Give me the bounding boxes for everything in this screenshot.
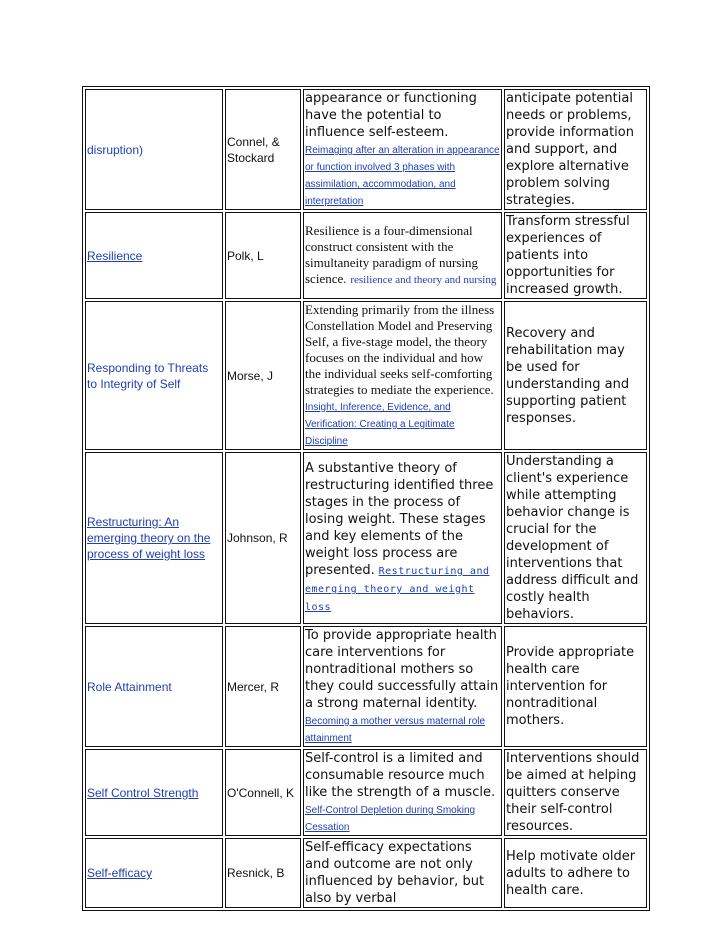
author-name: Johnson, R: [227, 531, 288, 545]
application-cell: [504, 838, 647, 908]
theory-name[interactable]: Self-efficacy: [87, 866, 153, 880]
description-cell: [303, 89, 502, 210]
theory-cell: [85, 301, 223, 450]
theory-name[interactable]: Self Control Strength: [87, 785, 199, 800]
theory-cell: [85, 749, 223, 836]
author-cell: [225, 838, 301, 908]
theory-cell: [85, 212, 223, 299]
author-name: Morse, J: [227, 368, 274, 383]
table-row: [85, 626, 647, 747]
application-cell: [504, 452, 647, 624]
reference-link[interactable]: Becoming a mother versus maternal role attainment: [305, 716, 486, 744]
description-cell: [303, 301, 502, 450]
theory-cell: [85, 452, 223, 624]
author-name: Polk, L: [227, 248, 264, 263]
author-cell: [225, 749, 301, 836]
theory-name[interactable]: Resilience: [87, 248, 143, 263]
description-cell: [303, 626, 502, 747]
reference-link[interactable]: resilience and theory and nursing: [350, 274, 497, 286]
author-cell: [225, 452, 301, 624]
author-cell: [225, 626, 301, 747]
table-row: [85, 301, 647, 450]
description-cell: [303, 838, 502, 908]
theory-description: Resilience is a four-dimensional construct consistent with the simultaneity paradigm of nursing science.: [305, 223, 478, 286]
reference-link[interactable]: Restructuring and emerging theory and weight loss: [305, 566, 490, 613]
table-row: [85, 89, 647, 210]
reference-link[interactable]: Insight, Inference, Evidence, and Verification: Creating a Legitimate Discipline: [305, 402, 455, 447]
application-text: Help motivate older adults to adhere to health care.: [506, 848, 636, 898]
theory-cell: [85, 89, 223, 210]
theory-description: Extending primarily from the illness Constellation Model and Preserving Self, a five-stage model, the theory focuses on the individual and how the individual seeks self-comforting strategies to mediate the experience.: [305, 302, 495, 397]
author-cell: [225, 301, 301, 450]
table-row: [85, 749, 647, 836]
table-row: [85, 212, 647, 299]
theory-description: Self-control is a limited and consumable resource much like the strength of a muscle.: [305, 751, 496, 800]
table-row: [85, 452, 647, 624]
theory-description: Self-efficacy expectations and outcome are not only influenced by behavior, but also by verbal: [305, 840, 485, 906]
description-cell: [303, 212, 502, 299]
theory-description: To provide appropriate health care interventions for nontraditional mothers so they could successfully attain a strong maternal identity.: [305, 628, 499, 711]
theory-cell: [85, 626, 223, 747]
theory-cell: [85, 838, 223, 908]
author-cell: [225, 212, 301, 299]
application-text: Understanding a client's experience while attempting behavior change is crucial for the development of interventions that address difficult and costly health behaviors.: [506, 454, 639, 622]
description-cell: [303, 749, 502, 836]
theory-name[interactable]: Restructuring: An emerging theory on the process of weight loss: [87, 515, 211, 561]
table-row: [85, 838, 647, 908]
author-name: Mercer, R: [227, 679, 280, 694]
application-cell: [504, 626, 647, 747]
reference-link[interactable]: Reimaging after an alteration in appearance or function involved 3 phases with assimilation, accommodation, and interpretation: [305, 145, 500, 207]
application-text: Recovery and rehabilitation may be used for understanding and supporting patient responses.: [506, 325, 630, 426]
theory-name: Responding to Threats to Integrity of Self: [87, 360, 209, 391]
author-cell: [225, 89, 301, 210]
application-cell: [504, 212, 647, 299]
theory-name: Role Attainment: [87, 679, 172, 694]
reference-link[interactable]: Self-Control Depletion during Smoking Cessation: [305, 805, 476, 833]
application-cell: [504, 301, 647, 450]
application-text: anticipate potential needs or problems, provide information and support, and explore alternative problem solving strategies.: [506, 91, 634, 208]
application-text: Interventions should be aimed at helping quitters conserve their self-control resources.: [506, 751, 640, 834]
application-cell: [504, 749, 647, 836]
nursing-theories-table: [82, 86, 650, 911]
author-name: Resnick, B: [227, 866, 285, 880]
author-name: Connel, & Stockard: [227, 134, 280, 165]
author-name: O'Connell, K: [227, 785, 294, 800]
application-cell: [504, 89, 647, 210]
theory-name: disruption): [87, 142, 144, 157]
application-text: Transform stressful experiences of patients into opportunities for increased growth.: [506, 214, 630, 297]
description-cell: [303, 452, 502, 624]
application-text: Provide appropriate health care intervention for nontraditional mothers.: [506, 645, 635, 728]
theory-description: appearance or functioning have the potential to influence self-esteem.: [305, 91, 477, 140]
theory-description: A substantive theory of restructuring identified three stages in the process of losing weight. These stages and key elements of the weight loss process are presented.: [305, 461, 494, 578]
